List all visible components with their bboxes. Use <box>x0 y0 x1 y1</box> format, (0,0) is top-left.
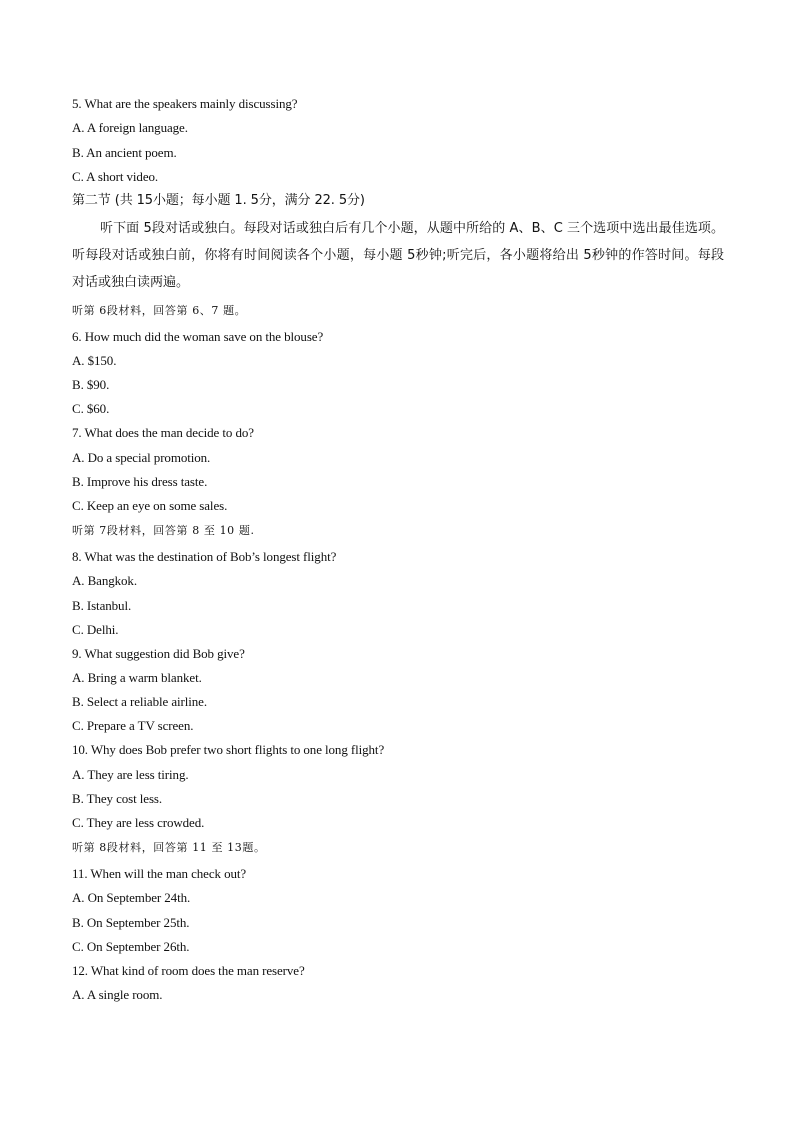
question-11-option-b: B. On September 25th. <box>72 915 190 930</box>
question-10-option-a: A. They are less tiring. <box>72 767 189 782</box>
question-6-option-c: C. $60. <box>72 401 110 416</box>
question-11-option-a: A. On September 24th. <box>72 890 191 905</box>
question-7: 7. What does the man decide to do? <box>72 425 254 440</box>
question-6-option-a: A. $150. <box>72 353 117 368</box>
question-5: 5. What are the speakers mainly discussing? <box>72 96 298 111</box>
question-8-option-a: A. Bangkok. <box>72 573 137 588</box>
question-8: 8. What was the destination of Bob’s longest flight? <box>72 549 337 564</box>
section-2-heading: 第二节 (共 15小题；每小题 1. 5分，满分 22. 5分) <box>72 193 365 208</box>
question-8-option-c: C. Delhi. <box>72 622 119 637</box>
question-7-option-c: C. Keep an eye on some sales. <box>72 498 228 513</box>
material-6-instruction: 听第 6段材料，回答第 6、7 题。 <box>72 304 247 317</box>
question-10-option-c: C. They are less crowded. <box>72 815 205 830</box>
question-12: 12. What kind of room does the man reserve? <box>72 963 305 978</box>
question-9-option-c: C. Prepare a TV screen. <box>72 718 194 733</box>
question-7-option-a: A. Do a special promotion. <box>72 450 211 465</box>
question-6: 6. How much did the woman save on the blouse? <box>72 329 324 344</box>
question-9-option-a: A. Bring a warm blanket. <box>72 670 202 685</box>
material-7-instruction: 听第 7段材料，回答第 8 至 10 题. <box>72 524 255 537</box>
question-7-option-b: B. Improve his dress taste. <box>72 474 208 489</box>
question-9-option-b: B. Select a reliable airline. <box>72 694 207 709</box>
question-10: 10. Why does Bob prefer two short flights to one long flight? <box>72 742 385 757</box>
question-10-option-b: B. They cost less. <box>72 791 163 806</box>
question-12-option-a: A. A single room. <box>72 987 163 1002</box>
question-11-option-c: C. On September 26th. <box>72 939 190 954</box>
question-9: 9. What suggestion did Bob give? <box>72 646 245 661</box>
question-8-option-b: B. Istanbul. <box>72 598 132 613</box>
section-2-instructions: 听下面 5段对话或独白。每段对话或独白后有几个小题，从题中所给的 A、B、C 三个选项中选出最佳选项。听每段对话或独白前，你将有时间阅读各个小题，每小题 5秒钟;听完后，各小题将给出 5秒钟的作答时间。每段对话或独白读两遍。 <box>72 221 724 290</box>
material-8-instruction: 听第 8段材料，回答第 11 至 13题。 <box>72 841 266 854</box>
question-5-option-a: A. A foreign language. <box>72 120 188 135</box>
question-5-option-b: B. An ancient poem. <box>72 145 177 160</box>
question-6-option-b: B. $90. <box>72 377 110 392</box>
question-11: 11. When will the man check out? <box>72 866 247 881</box>
question-5-option-c: C. A short video. <box>72 169 159 184</box>
